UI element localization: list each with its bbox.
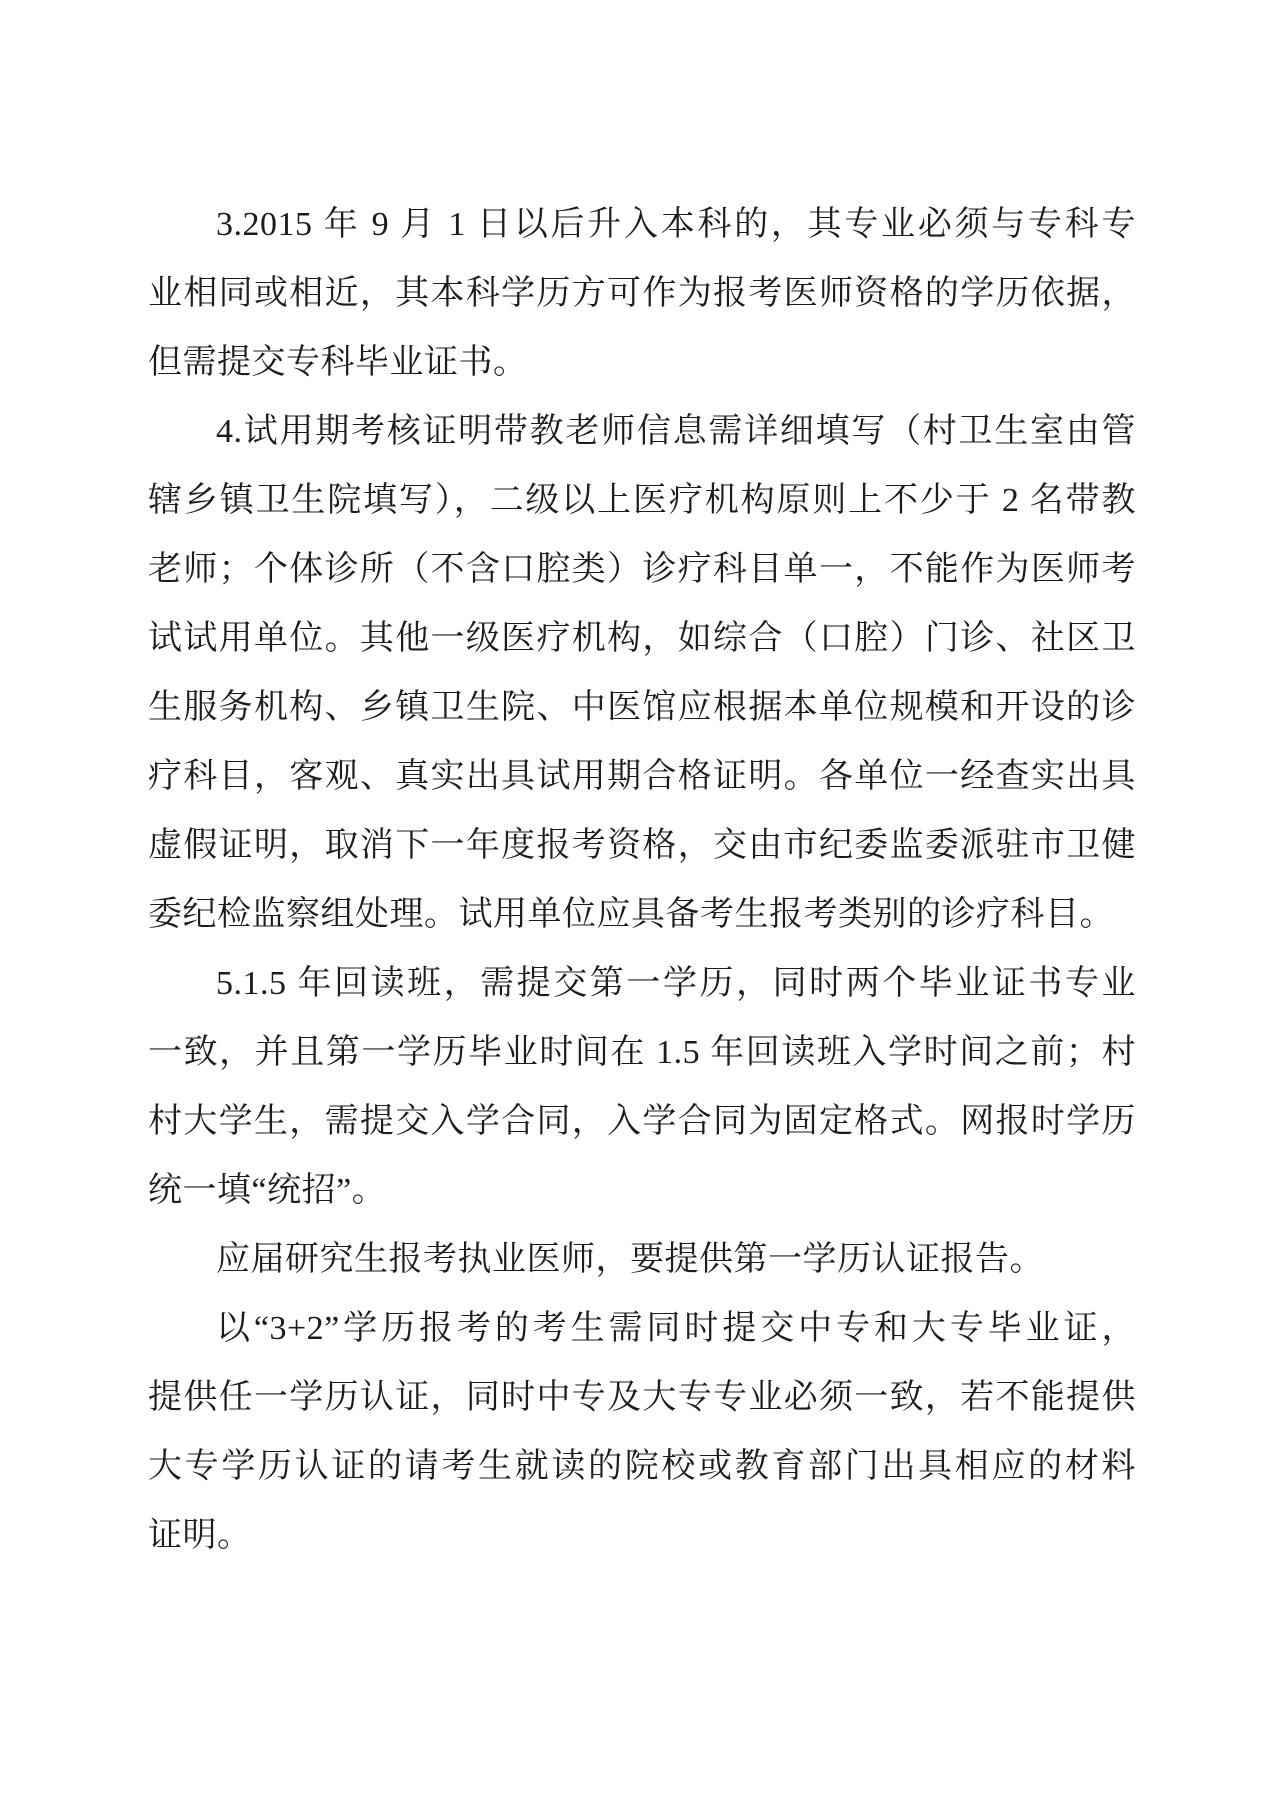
doc-line: 5.1.5 年回读班，需提交第一学历，同时两个毕业证书专业 <box>216 965 1136 1002</box>
doc-line: 生服务机构、乡镇卫生院、中医馆应根据本单位规模和开设的诊 <box>148 689 1136 726</box>
paragraph-item-5 <box>148 949 1136 1225</box>
doc-line: 3.2015 年 9 月 1 日以后升入本科的，其专业必须与专科专 <box>216 206 1136 243</box>
paragraph-postgraduate-note <box>148 1225 1136 1294</box>
doc-line: 委纪检监察组处理。试用单位应具备考生报考类别的诊疗科目。 <box>148 896 1114 933</box>
doc-line: 应届研究生报考执业医师，要提供第一学历认证报告。 <box>216 1241 1044 1278</box>
doc-line: 统一填“统招”。 <box>148 1172 387 1209</box>
paragraph-3plus2-note <box>148 1294 1136 1570</box>
paragraph-item-4 <box>148 397 1136 949</box>
doc-line: 4.试用期考核证明带教老师信息需详细填写（村卫生室由管 <box>216 413 1136 450</box>
doc-line: 辖乡镇卫生院填写），二级以上医疗机构原则上不少于 2 名带教 <box>148 482 1136 519</box>
doc-line: 村大学生，需提交入学合同，入学合同为固定格式。网报时学历 <box>148 1103 1136 1140</box>
doc-line: 证明。 <box>148 1517 252 1554</box>
doc-line: 但需提交专科毕业证书。 <box>148 344 528 381</box>
paragraph-item-3 <box>148 190 1136 397</box>
doc-line: 提供任一学历认证，同时中专及大专专业必须一致，若不能提供 <box>148 1379 1136 1416</box>
doc-line: 大专学历认证的请考生就读的院校或教育部门出具相应的材料 <box>148 1448 1136 1485</box>
doc-line: 一致，并且第一学历毕业时间在 1.5 年回读班入学时间之前；村 <box>148 1034 1136 1071</box>
doc-line: 以“3+2”学历报考的考生需同时提交中专和大专毕业证， <box>216 1310 1136 1347</box>
doc-line: 老师；个体诊所（不含口腔类）诊疗科目单一，不能作为医师考 <box>148 551 1136 588</box>
doc-line: 业相同或相近，其本科学历方可作为报考医师资格的学历依据， <box>148 275 1136 312</box>
doc-line: 疗科目，客观、真实出具试用期合格证明。各单位一经查实出具 <box>148 758 1136 795</box>
doc-line: 虚假证明，取消下一年度报考资格，交由市纪委监委派驻市卫健 <box>148 827 1136 864</box>
doc-line: 试试用单位。其他一级医疗机构，如综合（口腔）门诊、社区卫 <box>148 620 1136 657</box>
